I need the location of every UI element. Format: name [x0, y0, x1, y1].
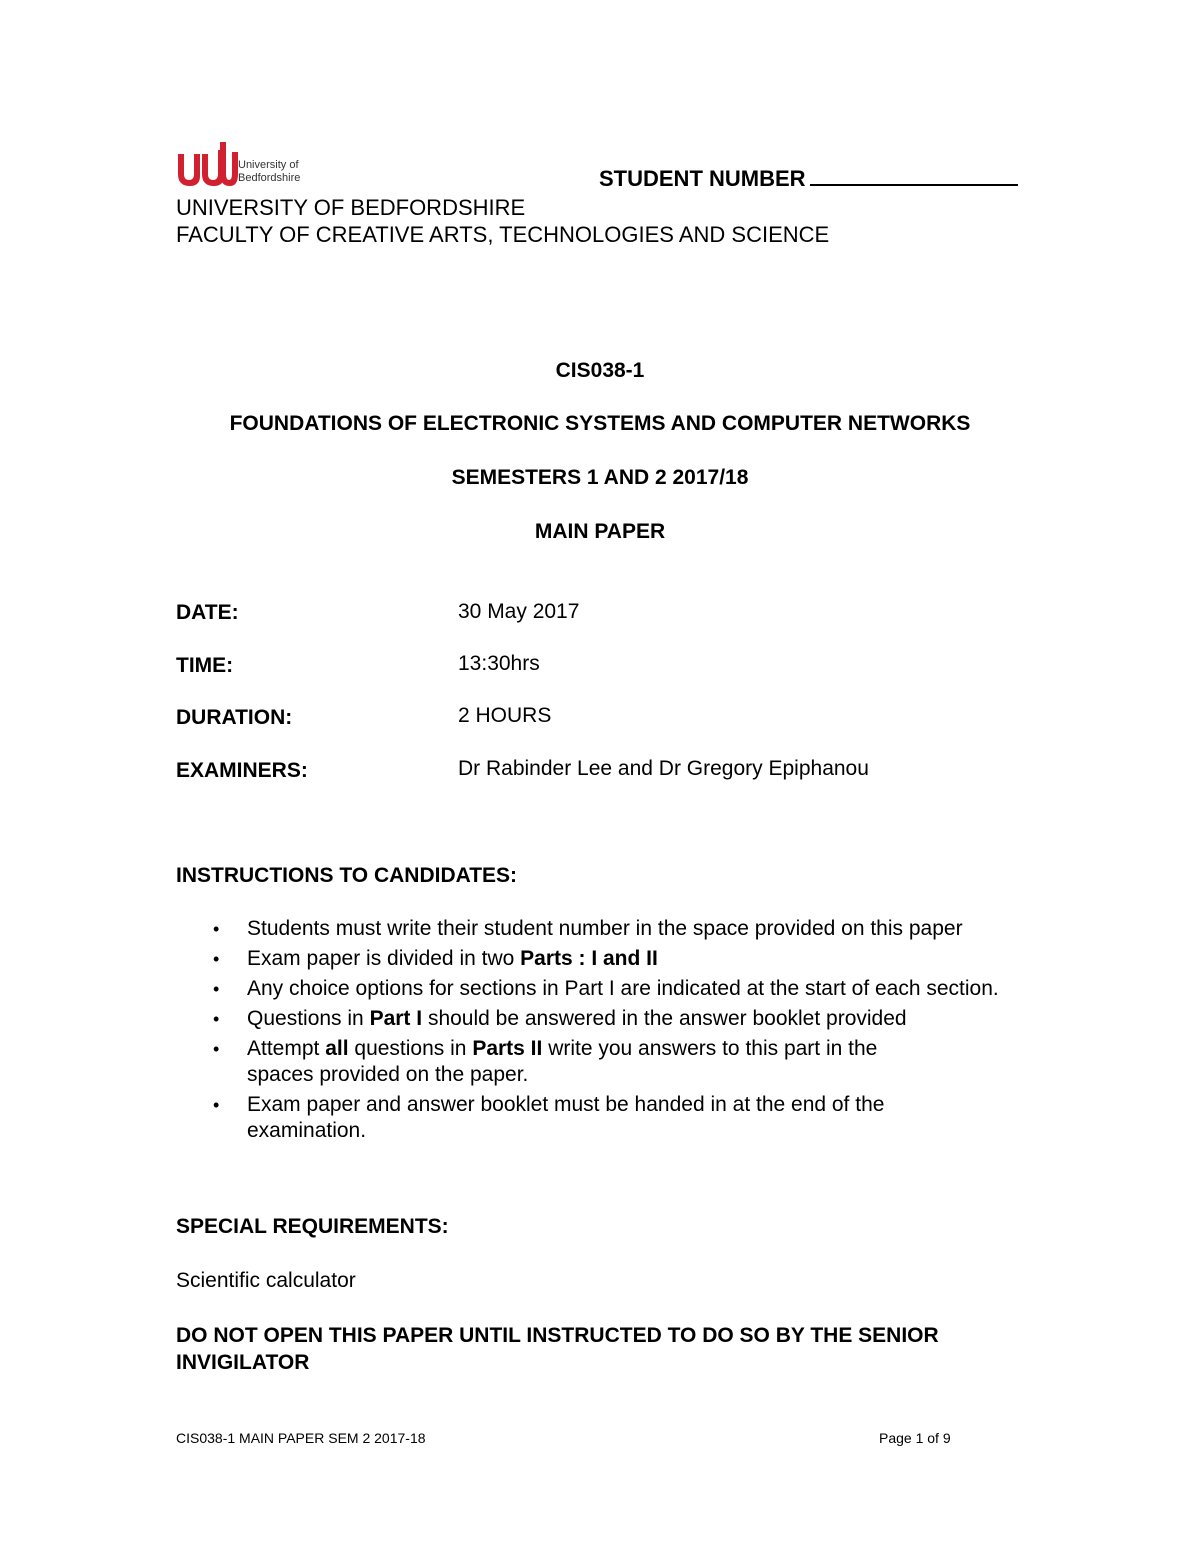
bullet-icon: •	[213, 1095, 220, 1115]
special-requirements-heading: SPECIAL REQUIREMENTS:	[176, 1215, 449, 1238]
instructions-list	[176, 916, 1036, 1148]
list-item: • Attempt all questions in Parts II write you answers to this part in the spaces provided on the paper.	[213, 1037, 878, 1086]
bullet-icon: •	[213, 1009, 220, 1029]
bullet-icon: •	[213, 919, 220, 939]
examiners-label: EXAMINERS:	[176, 759, 308, 782]
logo-text-line2: Bedfordshire	[238, 172, 301, 184]
logo-text-line1: University of	[238, 159, 299, 171]
duration-value: 2 HOURS	[458, 704, 552, 727]
bullet-icon: •	[213, 949, 220, 969]
time-value: 13:30hrs	[458, 652, 540, 675]
university-name: UNIVERSITY OF BEDFORDSHIRE	[176, 195, 526, 220]
module-code: CIS038-1	[555, 359, 645, 382]
list-item: • Exam paper and answer booklet must be handed in at the end of the examination.	[213, 1093, 885, 1142]
semesters: SEMESTERS 1 AND 2 2017/18	[451, 466, 749, 489]
list-item: • Students must write their student number in the space provided on this paper	[213, 917, 963, 940]
duration-label: DURATION:	[176, 706, 293, 729]
list-item: • Questions in Part I should be answered in the answer booklet provided	[213, 1007, 907, 1030]
student-number-blank	[810, 166, 1018, 186]
date-value: 30 May 2017	[458, 600, 580, 623]
faculty-name: FACULTY OF CREATIVE ARTS, TECHNOLOGIES AND SCIENCE	[176, 222, 830, 247]
examiners-value: Dr Rabinder Lee and Dr Gregory Epiphanou	[458, 757, 869, 780]
module-title: FOUNDATIONS OF ELECTRONIC SYSTEMS AND COMPUTER NETWORKS	[229, 412, 971, 435]
bullet-icon: •	[213, 1039, 220, 1059]
date-label: DATE:	[176, 601, 239, 624]
page-number: Page 1 of 9	[879, 1430, 951, 1446]
time-label: TIME:	[176, 654, 234, 677]
university-logo	[176, 140, 306, 188]
student-number-label: STUDENT NUMBER	[599, 166, 806, 191]
paper-type: MAIN PAPER	[534, 520, 666, 543]
instructions-heading: INSTRUCTIONS TO CANDIDATES:	[176, 864, 518, 887]
university-logo-mark	[176, 140, 306, 188]
list-item: • Any choice options for sections in Part I are indicated at the start of each section.	[213, 977, 999, 1000]
footer-paper-ref: CIS038-1 MAIN PAPER SEM 2 2017-18	[176, 1430, 426, 1446]
do-not-open-warning: DO NOT OPEN THIS PAPER UNTIL INSTRUCTED TO DO SO BY THE SENIOR INVIGILATOR	[176, 1324, 939, 1374]
list-item: • Exam paper is divided in two Parts : I and II	[213, 947, 658, 970]
student-number-field	[599, 166, 1018, 192]
bullet-icon: •	[213, 979, 220, 999]
special-requirements-value: Scientific calculator	[176, 1269, 356, 1292]
